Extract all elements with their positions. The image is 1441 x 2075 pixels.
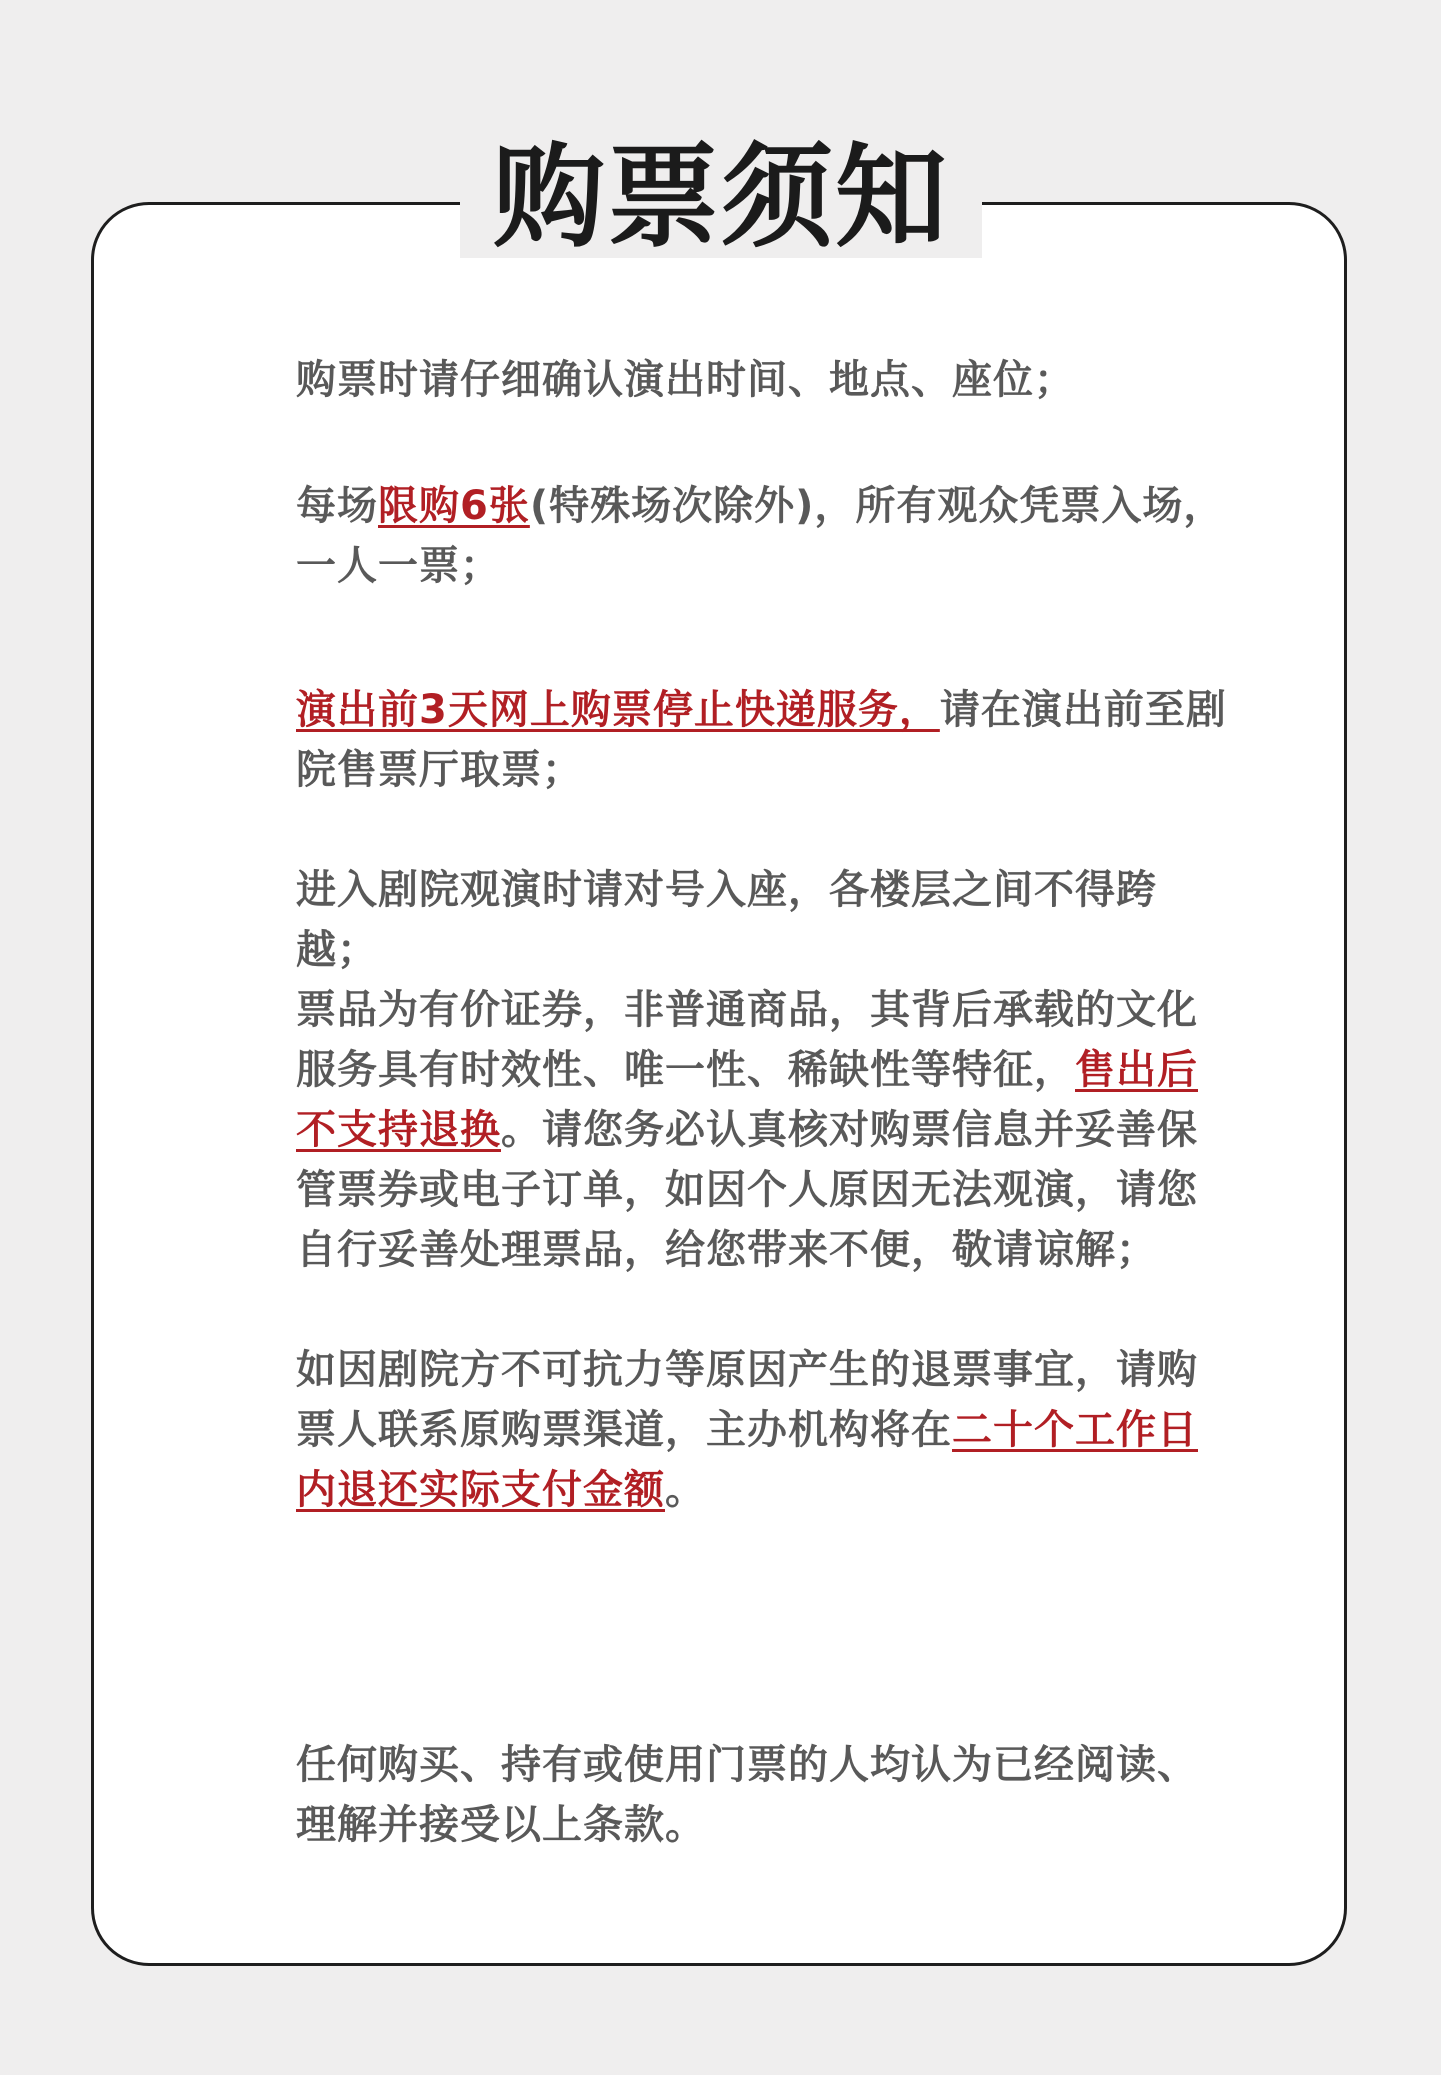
notice-item-seat-check <box>296 350 1075 410</box>
notice-text: 。请您务必认真核对购票信息并妥善保管票券或电子订单，如因个人原因无法观演，请您自行妥善处理票品，给您带来不便，敬请谅解； <box>296 1107 1198 1273</box>
notice-text: 进入剧院观演时请对号入座，各楼层之间不得跨越； <box>296 867 1157 973</box>
title-wrap <box>460 132 982 263</box>
notice-item-delivery <box>296 680 1236 800</box>
notice-text: 如因剧院方不可抗力等原因产生的退票事宜，请购票人联系原购票渠道，主办机构将在 <box>296 1347 1198 1453</box>
notice-item-acceptance <box>296 1735 1236 1855</box>
highlight-refund-period: 二十个工作日内退还实际支付金额 <box>296 1407 1198 1513</box>
notice-item-purchase-limit <box>296 476 1236 596</box>
notice-item-seating <box>296 860 1236 980</box>
notice-text: 。 <box>665 1467 706 1513</box>
page-title: 购票须知 <box>493 132 949 263</box>
highlight-delivery-stop: 演出前3天网上购票停止快递服务， <box>296 687 940 733</box>
notice-text: 任何购买、持有或使用门票的人均认为已经阅读、理解并接受以上条款。 <box>296 1742 1198 1848</box>
notice-text: 购票时请仔细确认演出时间、地点、座位； <box>296 357 1075 403</box>
notice-text: 请在演出前至剧院售票厅取票； <box>296 687 1227 793</box>
highlight-purchase-limit: 限购6张 <box>378 483 530 529</box>
notice-item-no-refund <box>296 980 1236 1280</box>
notice-text: 票品为有价证券，非普通商品，其背后承载的文化服务具有时效性、唯一性、稀缺性等特征， <box>296 987 1198 1093</box>
notice-text: 每场 <box>296 483 378 529</box>
notice-text: (特殊场次除外)，所有观众凭票入场，一人一票； <box>296 483 1225 589</box>
highlight-no-refund: 售出后不支持退换 <box>296 1047 1198 1153</box>
notice-item-force-majeure <box>296 1340 1236 1520</box>
